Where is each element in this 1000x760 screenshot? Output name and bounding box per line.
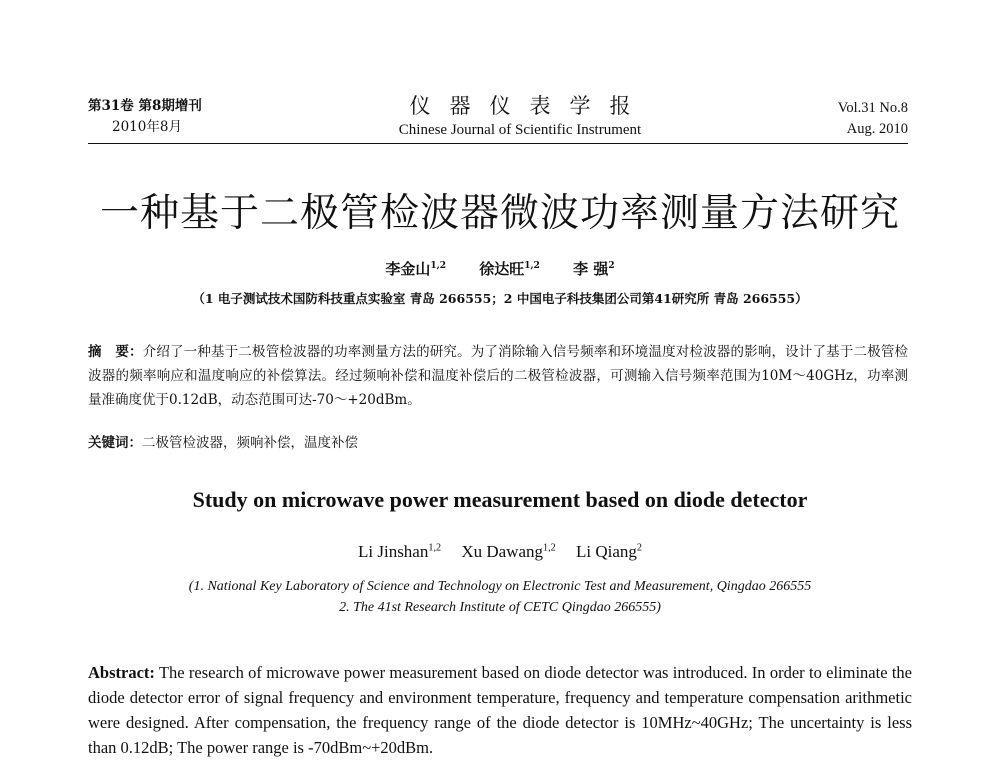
abstract-en — [88, 660, 912, 760]
abstract-text-en: The research of microwave power measurement based on diode detector was introduced. In order to eliminate the diode detector error of signal frequency and environment temperature, frequency and temperature compensation arithmetic were designed. After compensation, the frequency range of the diode detector is 10MHz~40GHz; The uncertainty is less than 0.12dB; The power range is -70dBm~+20dBm. — [88, 663, 913, 757]
abstract-text-cn: 介绍了一种基于二极管检波器的功率测量方法的研究。为了消除输入信号频率和环境温度对检波器的影响，设计了基于二极管检波器的频率响应和温度响应的补偿算法。经过频响补偿和温度补偿后的二极管检波器，可测输入信号频率范围为10M～40GHz，功率测量准确度优于0.12dB，动态范围可达-70～+20dBm。 — [88, 344, 909, 408]
abstract-label-cn: 摘 要： — [88, 344, 143, 360]
affiliation-en — [0, 576, 1000, 618]
authors-cn — [0, 258, 1000, 279]
author-en: Xu Dawang$^{1,2}$ — [461, 542, 556, 561]
journal-name-en: Chinese Journal of Scientific Instrument — [398, 122, 642, 138]
author-en: Li Jinshan$^{1,2}$ — [358, 542, 442, 561]
journal-volume-en — [708, 98, 908, 140]
abstract-cn — [88, 340, 908, 412]
author-en: Li Qiang$^2$ — [576, 542, 642, 561]
author-cn: 李金山$^{1,2}$ — [385, 260, 447, 278]
journal-name-block — [360, 92, 680, 140]
header-rule — [88, 143, 908, 144]
authors-en — [0, 542, 1000, 562]
journal-name-cn: 仪器仪表学报 — [409, 94, 650, 118]
journal-volume-cn — [88, 96, 288, 138]
issue-date-en: Aug. 2010 — [846, 121, 908, 137]
keywords-cn — [88, 432, 908, 454]
author-cn: 李 强$^2$ — [573, 260, 615, 278]
paper-title-cn: 一种基于二极管检波器微波功率测量方法研究 — [99, 191, 900, 236]
keywords-label-cn: 关键词： — [88, 435, 142, 451]
paper-title-en: Study on microwave power measurement based on diode detector — [192, 487, 808, 512]
affiliation-en-line1: (1. National Key Laboratory of Science and Technology on Electronic Test and Measurement, Qingdao 266555 — [188, 579, 812, 594]
volume-issue-cn: 第31卷 第8期增刊 — [88, 98, 202, 114]
issue-date-cn: 2010年8月 — [112, 119, 182, 135]
affiliation-cn: （1 电子测试技术国防科技重点实验室 青岛 266555；2 中国电子科技集团公司第41研究所 青岛 266555） — [192, 291, 808, 306]
affiliation-en-line2: 2. The 41st Research Institute of CETC Qingdao 266555) — [339, 600, 661, 615]
abstract-label-en: Abstract: — [88, 663, 155, 682]
volume-issue-en: Vol.31 No.8 — [837, 100, 908, 116]
keywords-text-cn: 二极管检波器，频响补偿，温度补偿 — [142, 435, 358, 451]
author-cn: 徐达旺$^{1,2}$ — [479, 260, 540, 278]
